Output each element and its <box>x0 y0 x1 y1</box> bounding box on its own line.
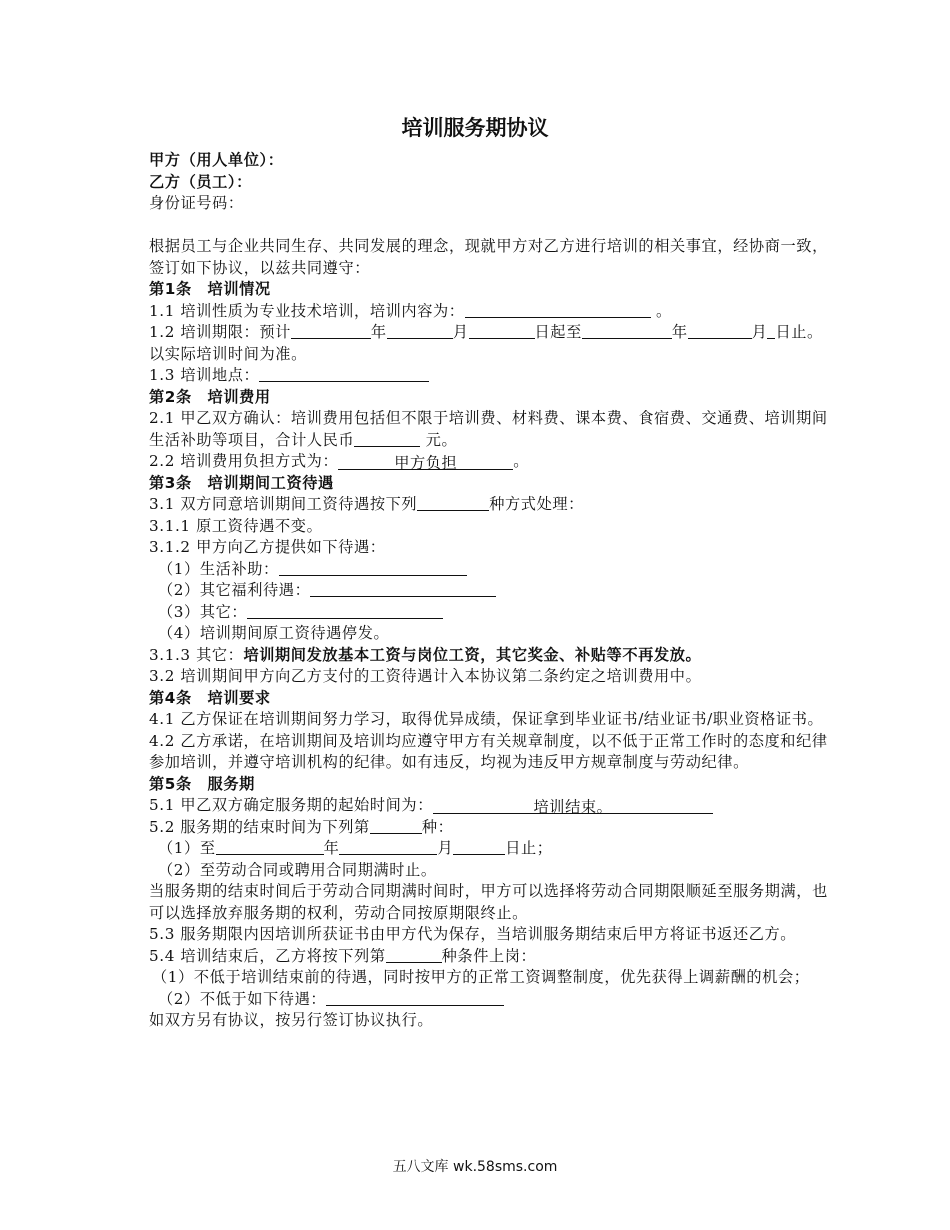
clause-2-2-text: 2.2 培训费用负担方式为： <box>149 452 339 470</box>
party-b-label: 乙方（员工）： <box>149 172 252 191</box>
clause-3-1-end: 种方式处理： <box>489 495 584 513</box>
clause-3-1-2: 3.1.2 甲方向乙方提供如下待遇： <box>149 538 386 556</box>
option-other-benefits <box>112 580 838 602</box>
clause-3-1-text: 3.1 双方同意培训期间工资待遇按下列 <box>149 495 418 513</box>
living-allowance-blank[interactable] <box>279 559 467 576</box>
clause-2-1 <box>112 408 838 451</box>
clause-1-2-text: 1.2 培训期限：预计 <box>149 323 291 341</box>
article-3-heading: 第3条 培训期间工资待遇 <box>149 473 334 492</box>
post-condition-2-label: （2）不低于如下待遇： <box>158 989 327 1008</box>
clause-5-2-end: 种： <box>421 817 454 836</box>
article-1-heading: 第1条 培训情况 <box>149 280 271 298</box>
clause-1-1-text: 1.1 培训性质为专业技术培训，培训内容为： <box>149 301 465 320</box>
service-label-year: 年 <box>323 839 340 857</box>
clause-5-1-text: 5.1 甲乙双方确定服务期的起始时间为： <box>149 796 433 814</box>
end-month-blank[interactable] <box>688 322 752 339</box>
option-salary-suspended: （4）培训期间原工资待遇停发。 <box>158 624 390 642</box>
cost-bearer-field[interactable]: 甲方负担 <box>338 453 513 470</box>
clause-4-1: 4.1 乙方保证在培训期间努力学习，取得优异成绩，保证拿到毕业证书/结业证书/职业资格证书。 <box>149 710 824 728</box>
start-year-blank[interactable] <box>291 322 371 339</box>
clause-2-2-end: 。 <box>513 452 530 470</box>
spacer <box>112 215 838 237</box>
clause-5-3: 5.3 服务期限内因培训所获证书由甲方代为保存，当培训服务期结束后甲方将证书返还乙方。 <box>149 925 797 943</box>
article-5-heading: 第5条 服务期 <box>149 774 255 793</box>
clause-3-1-3 <box>112 645 838 667</box>
label-from: 日起至 <box>534 323 582 341</box>
clause-2-2 <box>112 451 838 473</box>
option-living-allowance <box>112 559 838 581</box>
option-1-label: （1）生活补助： <box>158 559 279 578</box>
clause-3-1-3-label: 3.1.3 其它： <box>149 645 244 664</box>
closing-line: 如双方另有协议，按另行签订协议执行。 <box>149 1011 434 1029</box>
service-end-option-1 <box>112 838 838 860</box>
training-location-blank[interactable] <box>259 365 429 382</box>
post-condition-blank[interactable] <box>386 946 442 963</box>
option-3-label: （3）其它： <box>158 602 248 621</box>
service-year-blank[interactable] <box>216 838 324 855</box>
service-end-option-blank[interactable] <box>370 817 422 834</box>
clause-3-1-1: 3.1.1 原工资待遇不变。 <box>149 516 323 535</box>
clause-1-1-end: 。 <box>656 301 672 320</box>
label-month-2: 月 <box>751 323 768 341</box>
document-page <box>112 112 838 1032</box>
label-year: 年 <box>370 323 387 341</box>
other-blank[interactable] <box>247 602 443 619</box>
footer-watermark: 五八文库 wk.58sms.com <box>392 1159 558 1175</box>
clause-5-2 <box>112 817 838 839</box>
service-month-blank[interactable] <box>339 838 437 855</box>
clause-1-1 <box>112 301 838 323</box>
label-year-2: 年 <box>671 323 688 341</box>
option-2-label: （2）其它福利待遇： <box>158 581 311 599</box>
clause-5-2-text: 5.2 服务期的结束时间为下列第 <box>149 817 370 836</box>
clause-1-2-end: 日止。以实际培训时间为准。 <box>149 323 823 363</box>
article-2-heading: 第2条 培训费用 <box>149 387 271 406</box>
clause-3-1 <box>112 494 838 516</box>
post-condition-1: （1）不低于培训结束前的待遇，同时按甲方的正常工资调整制度，优先获得上调薪酬的机会； <box>152 968 810 986</box>
party-a-label: 甲方（用人单位）： <box>149 151 284 169</box>
treatment-blank[interactable] <box>326 989 504 1006</box>
service-option-1-label: （1）至 <box>158 839 216 857</box>
end-year-blank[interactable] <box>582 322 672 339</box>
clause-2-1-text: 2.1 甲乙双方确认：培训费用包括但不限于培训费、材料费、课本费、食宿费、交通费、培训期间生活补助等项目，合计人民币 <box>149 409 828 449</box>
clause-5-4-end: 种条件上岗： <box>441 946 537 965</box>
clause-5-4-text: 5.4 培训结束后，乙方将按下列第 <box>149 946 386 965</box>
clause-4-2: 4.2 乙方承诺，在培训期间及培训均应遵守甲方有关规章制度，以不低于正常工作时的态度和纪律参加培训，并遵守培训机构的纪律。如有违反，均视为违反甲方规章制度与劳动纪律。 <box>149 731 828 771</box>
article-4-heading: 第4条 培训要求 <box>149 688 271 707</box>
clause-1-2 <box>112 322 838 365</box>
post-condition-2 <box>112 989 838 1011</box>
training-content-blank[interactable] <box>465 301 651 318</box>
service-end-option-2: （2）至劳动合同或聘用合同期满时止。 <box>158 860 437 879</box>
id-number-label: 身份证号码： <box>149 194 244 212</box>
total-cost-blank[interactable] <box>354 430 420 447</box>
label-month: 月 <box>452 323 469 341</box>
clause-1-3-text: 1.3 培训地点： <box>149 366 260 384</box>
service-extension-paragraph: 当服务期的结束时间后于劳动合同期满时间时，甲方可以选择将劳动合同期限顺延至服务期满，也可以选择放弃服务期的权利，劳动合同按原期限终止。 <box>149 882 828 922</box>
service-option-1-end: 日止； <box>505 839 553 857</box>
option-other <box>112 602 838 624</box>
start-month-blank[interactable] <box>387 322 453 339</box>
clause-5-1 <box>112 795 838 817</box>
other-benefits-blank[interactable] <box>310 580 496 597</box>
service-start-field[interactable]: 培训结束。 <box>433 797 713 814</box>
start-day-blank[interactable] <box>469 322 535 339</box>
clause-3-1-3-bold: 培训期间发放基本工资与岗位工资，其它奖金、补贴等不再发放。 <box>243 645 702 664</box>
clause-5-4 <box>112 946 838 968</box>
service-label-month: 月 <box>437 839 454 857</box>
salary-option-blank[interactable] <box>417 494 489 511</box>
clause-3-2: 3.2 培训期间甲方向乙方支付的工资待遇计入本协议第二条约定之培训费用中。 <box>149 667 702 685</box>
clause-2-1-end: 元。 <box>425 430 458 449</box>
service-day-blank[interactable] <box>453 838 505 855</box>
clause-1-3 <box>112 365 838 387</box>
document-title: 培训服务期协议 <box>401 116 549 140</box>
intro-paragraph: 根据员工与企业共同生存、共同发展的理念，现就甲方对乙方进行培训的相关事宜，经协商一致，签订如下协议，以兹共同遵守： <box>149 237 828 277</box>
